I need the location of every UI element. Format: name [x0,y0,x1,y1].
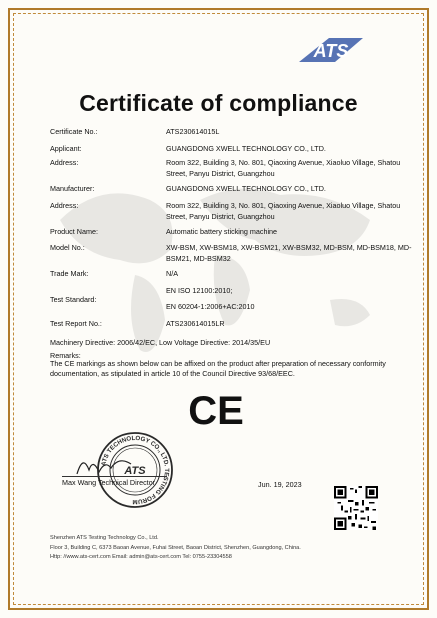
field-label: Manufacturer: [50,184,95,193]
directives-text: Machinery Directive: 2006/42/EC, Low Voltage Directive: 2014/35/EU [50,338,271,347]
field-value: Automatic battery sticking machine [166,227,278,236]
field-value: N/A [166,269,178,278]
footer-address: Floor 3, Building C, 6373 Baoan Avenue, Fuhai Street, Baoan District, Shenzhen, Guangdong, China. [50,545,301,551]
field-value: GUANGDONG XWELL TECHNOLOGY CO., LTD. [166,144,326,153]
ats-logo [295,36,367,64]
remarks-label: Remarks: [50,351,81,360]
field-value: Room 322, Building 3, No. 801, Qiaoxing Avenue, Xiaoluo Village, Shatou Street, Panyu District, Guangzhou [166,158,401,178]
footer-contact: Http: //www.ats-cert.com Email: admin@ats-cert.com Tel: 0755-23304558 [50,554,232,560]
field-label: Address: [50,201,79,210]
remarks-text: The CE markings as shown below can be affixed on the product after preparation of necessary conformity documentation, as stipulated in article 10 of the Council Directive 93/68/EEC. [50,359,386,378]
field-label: Test Report No.: [50,319,102,328]
field-value: GUANGDONG XWELL TECHNOLOGY CO., LTD. [166,184,326,193]
page-title: Certificate of compliance [79,90,358,116]
footer-company: Shenzhen ATS Testing Technology Co., Ltd. [50,535,159,541]
issue-date: Jun. 19, 2023 [258,480,302,489]
field-label: Address: [50,158,79,167]
company-seal [95,430,175,510]
field-label: Applicant: [50,144,82,153]
field-value: EN ISO 12100:2010; [166,286,233,295]
svg-text:ATS: ATS [313,41,349,61]
field-value: EN 60204-1:2006+AC:2010 [166,302,255,311]
field-label: Trade Mark: [50,269,89,278]
field-value: XW-BSM, XW-BSM18, XW-BSM21, XW-BSM32, MD-BSM, MD-BSM18, MD-BSM21, MD-BSM32 [166,243,412,263]
signatory-name: Max Wang Technical Director [62,478,156,487]
field-label: Model No.: [50,243,85,252]
field-label: Test Standard: [50,295,97,304]
field-value: ATS230614015LR [166,319,225,328]
signature-line [62,476,167,477]
field-label: Certificate No.: [50,127,98,136]
svg-text:ATS: ATS [124,465,146,477]
qr-code [334,486,378,530]
svg-text:ATS TECHNOLOGY CO., LTD. TESTI: ATS TECHNOLOGY CO., LTD. TESTING FORUM [100,434,171,506]
svg-text:CE: CE [188,391,244,429]
field-label: Product Name: [50,227,98,236]
field-value: ATS230614015L [166,127,220,136]
ce-mark [186,391,246,429]
field-value: Room 322, Building 3, No. 801, Qiaoxing Avenue, Xiaoluo Village, Shatou Street, Panyu District, Guangzhou [166,201,401,221]
